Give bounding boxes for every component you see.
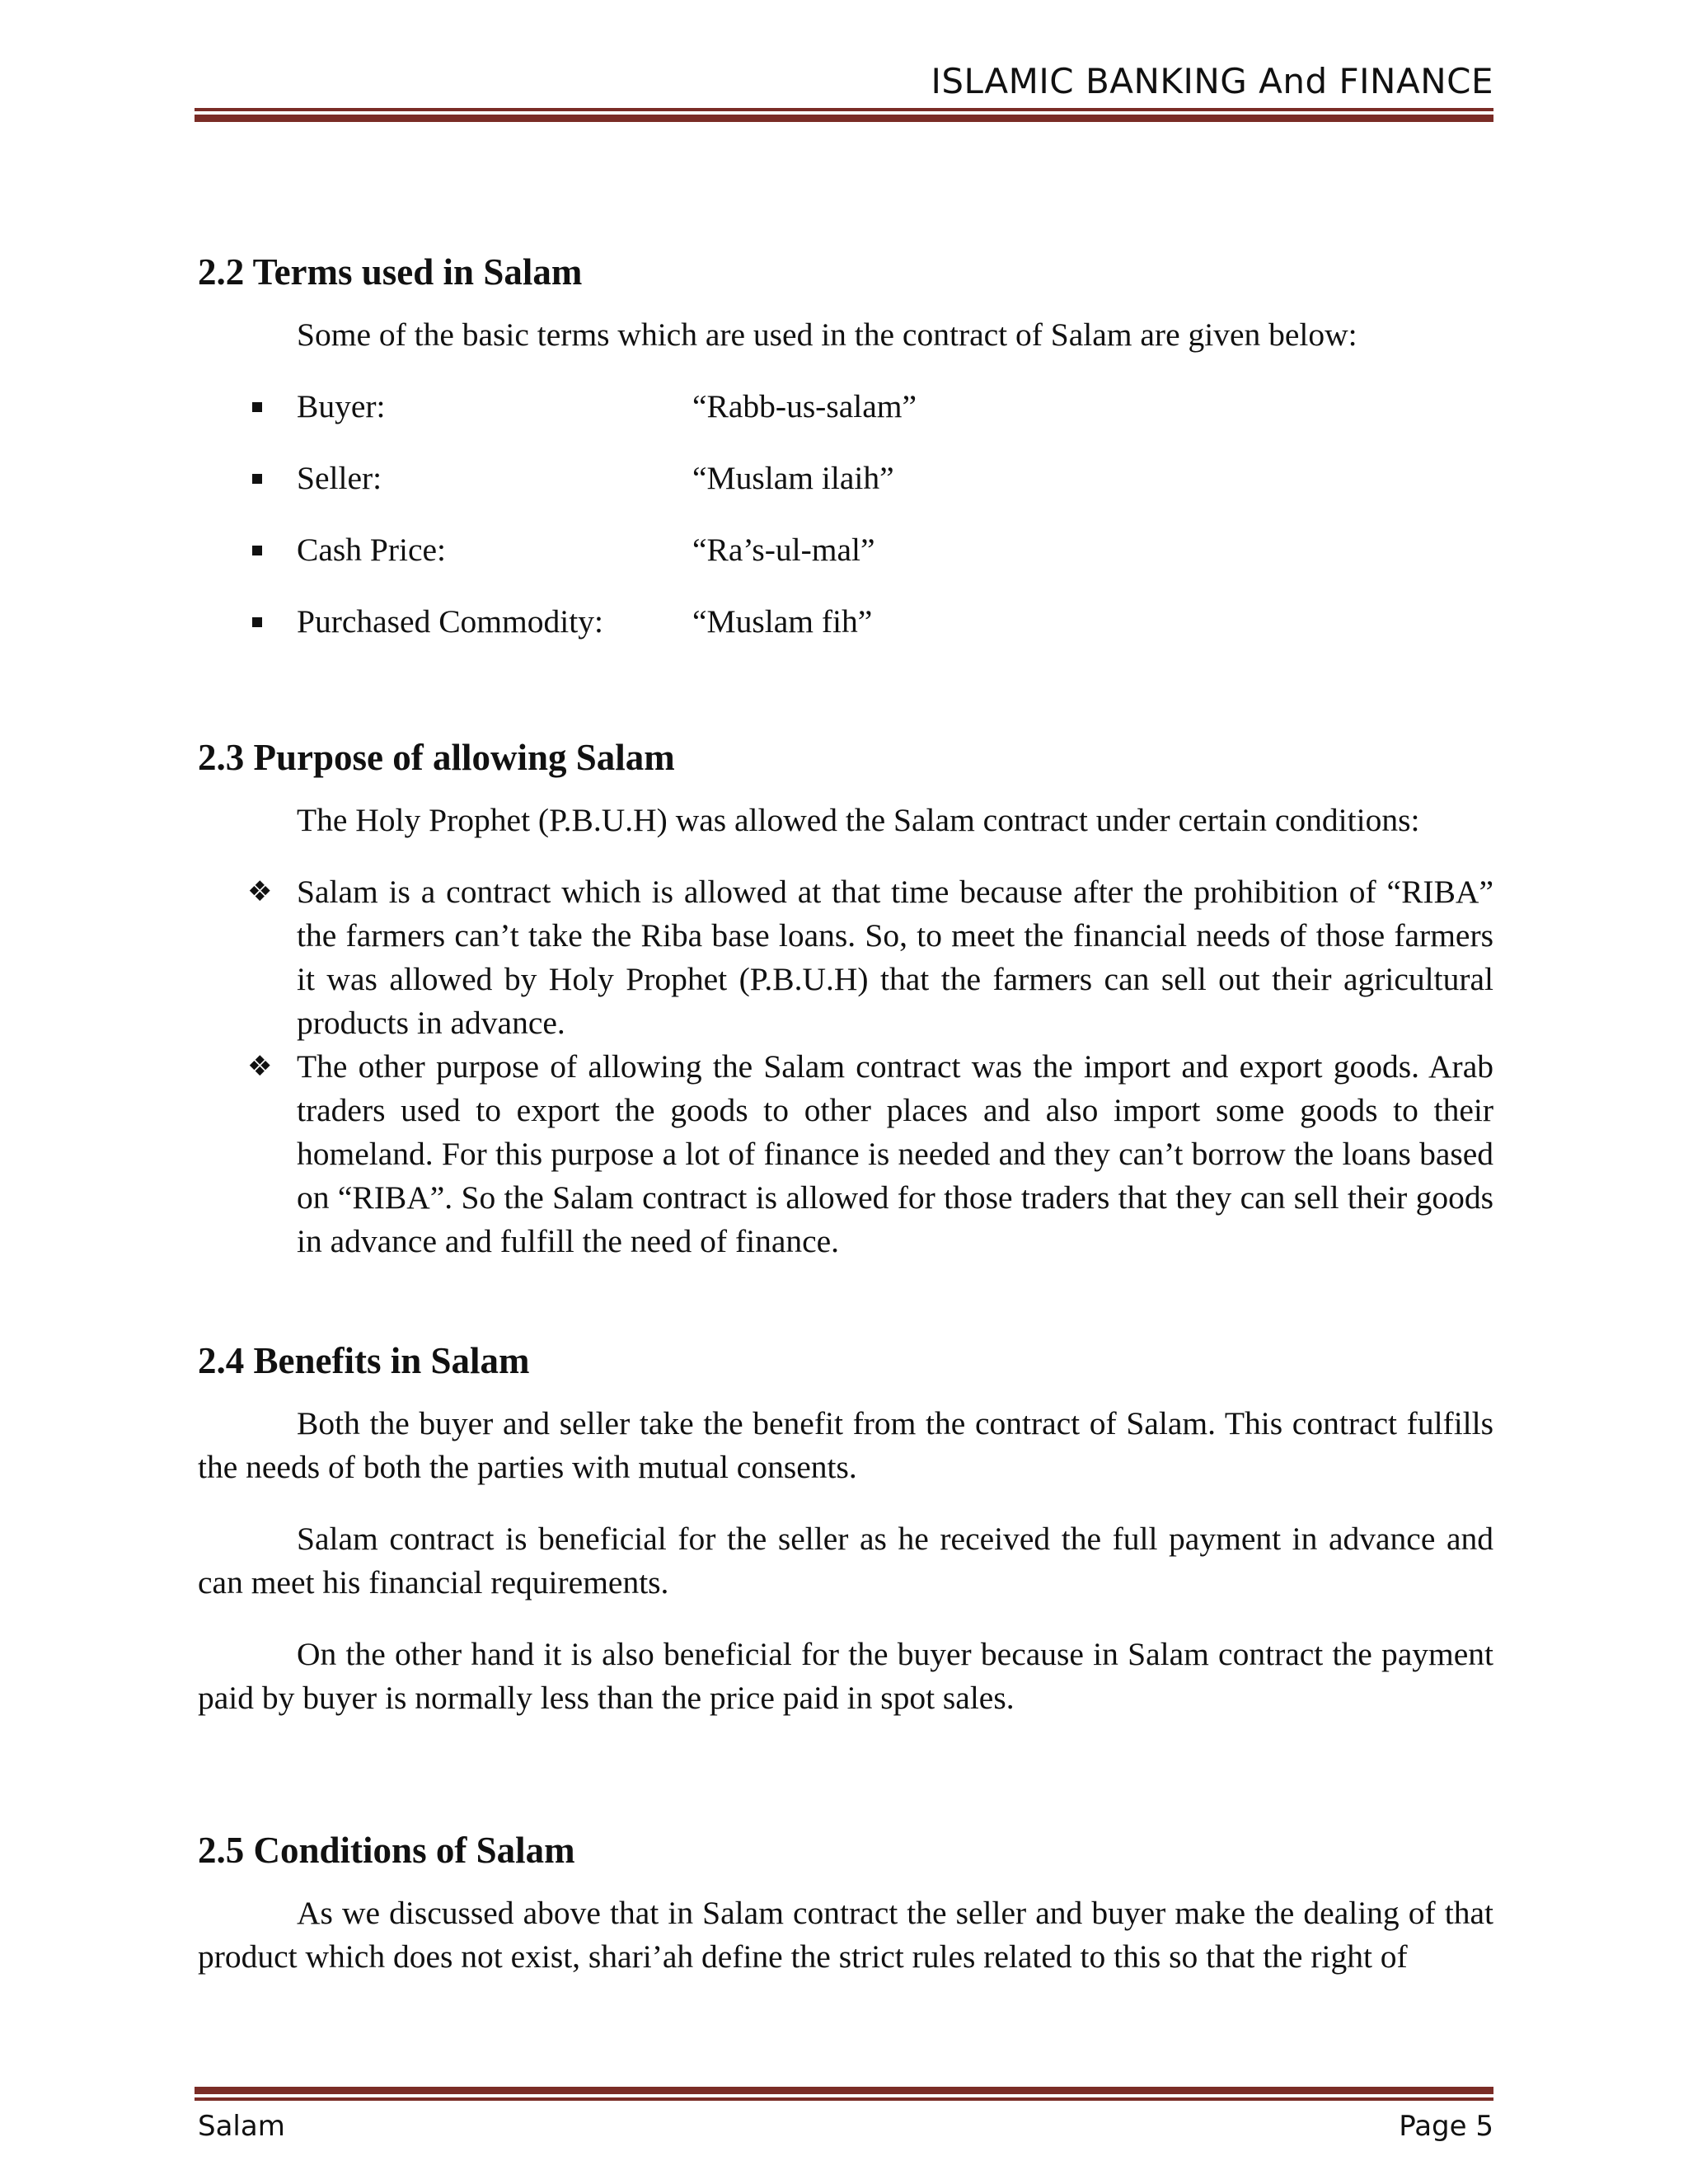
term-label: Seller: — [297, 460, 382, 496]
purpose-item — [198, 870, 1493, 1045]
section-heading-terms: 2.2 Terms used in Salam — [198, 251, 583, 293]
term-item — [198, 600, 1493, 644]
header-rule — [195, 108, 1493, 111]
section-heading-benefits: 2.4 Benefits in Salam — [198, 1340, 530, 1381]
term-item — [198, 457, 1493, 500]
square-bullet-icon — [252, 474, 262, 484]
term-item — [198, 528, 1493, 572]
purpose-item-text: The other purpose of allowing the Salam contract was the import and export goods. Arab traders used to export the goods to other places and also import some goods to their homeland. For this purpose a lot of finance is needed and they can’t borrow the loans based on “RIBA”. So the Salam contract is allowed for those traders that they can sell their goods in advance and fulfill the need of finance. — [297, 1048, 1493, 1259]
term-value: “Ra’s-ul-mal” — [692, 532, 875, 568]
purpose-item-text: Salam is a contract which is allowed at that time because after the prohibition of “RIBA” the farmers can’t take the Riba base loans. So, to meet the financial needs of those farmers it was allowed by Holy Prophet (P.B.U.H) that the farmers can sell out their agricultural products in advance. — [297, 874, 1493, 1041]
benefits-paragraph: On the other hand it is also beneficial for the buyer because in Salam contract the payment paid by buyer is normally less than the price paid in spot sales. — [198, 1636, 1493, 1716]
terms-intro: Some of the basic terms which are used in the contract of Salam are given below: — [297, 316, 1357, 353]
footer-rule-thick — [195, 2087, 1493, 2094]
diamond-bullet-icon: ❖ — [247, 1050, 273, 1083]
purpose-intro: The Holy Prophet (P.B.U.H) was allowed the Salam contract under certain conditions: — [297, 802, 1420, 838]
footer-rule — [195, 2097, 1493, 2101]
page-number: Page 5 — [1399, 2110, 1493, 2143]
diamond-bullet-icon: ❖ — [247, 875, 273, 908]
term-value: “Muslam fih” — [692, 603, 873, 640]
square-bullet-icon — [252, 546, 262, 555]
section-heading-purpose: 2.3 Purpose of allowing Salam — [198, 737, 675, 778]
section-heading-conditions: 2.5 Conditions of Salam — [198, 1830, 575, 1871]
square-bullet-icon — [252, 402, 262, 412]
header-rule-thick — [195, 115, 1493, 122]
term-label: Buyer: — [297, 388, 386, 424]
purpose-item — [198, 1045, 1493, 1263]
term-label: Cash Price: — [297, 532, 447, 568]
term-item — [198, 385, 1493, 429]
conditions-paragraph: As we discussed above that in Salam contract the seller and buyer make the dealing of that product which does not exist, shari’ah define the strict rules related to this so that the right of — [198, 1895, 1493, 1975]
term-value: “Rabb-us-salam” — [692, 388, 917, 424]
benefits-paragraph: Both the buyer and seller take the benefit from the contract of Salam. This contract fulfills the needs of both the parties with mutual consents. — [198, 1405, 1493, 1485]
square-bullet-icon — [252, 617, 262, 627]
benefits-paragraph: Salam contract is beneficial for the seller as he received the full payment in advance and can meet his financial requirements. — [198, 1521, 1493, 1601]
page-content — [198, 247, 1493, 1979]
term-value: “Muslam ilaih” — [692, 460, 894, 496]
term-label: Purchased Commodity: — [297, 603, 603, 640]
running-footer-title: Salam — [198, 2110, 285, 2143]
running-header-title: ISLAMIC BANKING And FINANCE — [931, 61, 1493, 101]
